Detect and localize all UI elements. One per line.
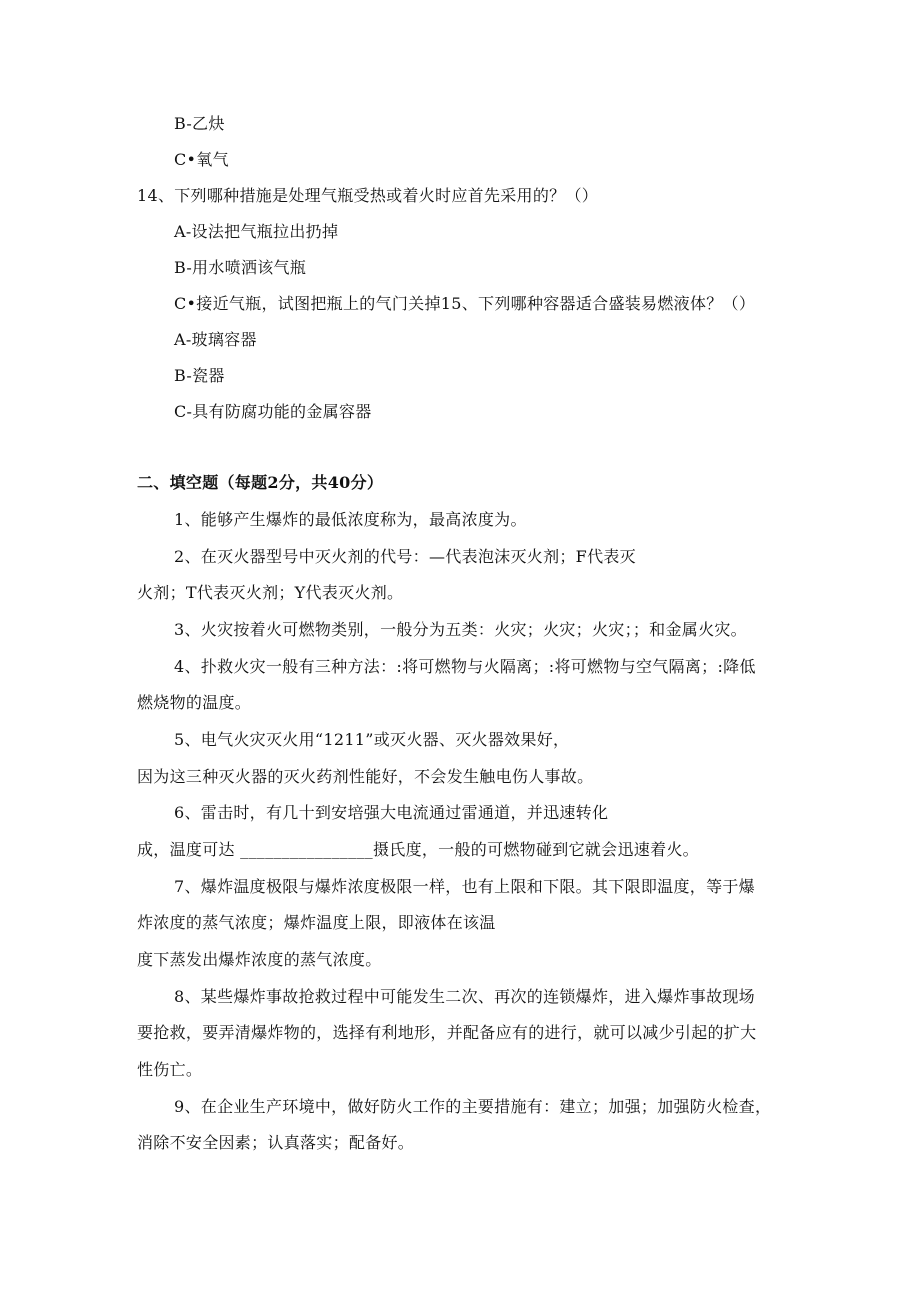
fill-question-3: 3、火灾按着火可燃物类别，一般分为五类：火灾；火灾；火灾；；和金属火灾。 — [174, 620, 747, 639]
q14-option-b: B-用水喷洒该气瓶 — [174, 258, 307, 277]
fill-question-9: 9、在企业生产环境中，做好防火工作的主要措施有：建立；加强；加强防火检查， — [174, 1097, 772, 1116]
fill-question-5: 5、电气火灾灭火用“1211”或灭火器、灭火器效果好， — [174, 730, 570, 749]
fill-question-4-cont: 燃烧物的温度。 — [137, 693, 252, 712]
fill-question-6-cont: 成，温度可达 ________________摄氏度，一般的可燃物碰到它就会迅速着火。 — [137, 840, 699, 859]
fill-question-8-cont-1: 要抢救，要弄清爆炸物的，选择有利地形，并配备应有的进行，就可以减少引起的扩大 — [137, 1023, 757, 1042]
q14-option-a: A-设法把气瓶拉出扔掉 — [174, 222, 339, 241]
fill-question-1: 1、能够产生爆炸的最低浓度称为，最高浓度为。 — [174, 510, 527, 529]
option-c-oxygen: C•氧气 — [174, 150, 229, 169]
fill-question-7-cont-2: 度下蒸发出爆炸浓度的蒸气浓度。 — [137, 950, 382, 969]
fill-question-7-cont-1: 炸浓度的蒸气浓度；爆炸温度上限，即液体在该温 — [137, 913, 496, 932]
fill-question-6: 6、雷击时，有几十到安培强大电流通过雷通道，并迅速转化 — [174, 803, 609, 822]
q15-option-a: A-玻璃容器 — [174, 330, 257, 349]
fill-question-4: 4、扑救火灾一般有三种方法：:将可燃物与火隔离；:将可燃物与空气隔离；:降低 — [174, 657, 756, 676]
q14-option-c-and-question-15: C•接近气瓶，试图把瓶上的气门关掉15、下列哪种容器适合盛装易燃液体？（） — [174, 294, 756, 313]
q15-option-c: C-具有防腐功能的金属容器 — [174, 402, 372, 421]
option-b-acetylene: B-乙炔 — [174, 114, 225, 133]
fill-question-5-cont: 因为这三种灭火器的灭火药剂性能好，不会发生触电伤人事故。 — [137, 767, 594, 786]
fill-question-8-cont-2: 性伤亡。 — [137, 1060, 203, 1079]
fill-question-9-cont: 消除不安全因素；认真落实；配备好。 — [137, 1133, 415, 1152]
section-heading-fill-in: 二、填空题（每题2分，共40分） — [137, 473, 384, 492]
fill-question-2-cont: 火剂；T代表灭火剂；Y代表灭火剂。 — [137, 583, 404, 602]
question-14: 14、下列哪种措施是处理气瓶受热或着火时应首先采用的？（） — [137, 186, 599, 205]
fill-question-7: 7、爆炸温度极限与爆炸浓度极限一样，也有上限和下限。其下限即温度，等于爆 — [174, 877, 755, 896]
fill-question-8: 8、某些爆炸事故抢救过程中可能发生二次、再次的连锁爆炸，进入爆炸事故现场 — [174, 987, 755, 1006]
q15-option-b: B-瓷器 — [174, 366, 225, 385]
fill-question-2: 2、在灭火器型号中灭火剂的代号：—代表泡沫灭火剂；F代表灭 — [174, 547, 636, 566]
